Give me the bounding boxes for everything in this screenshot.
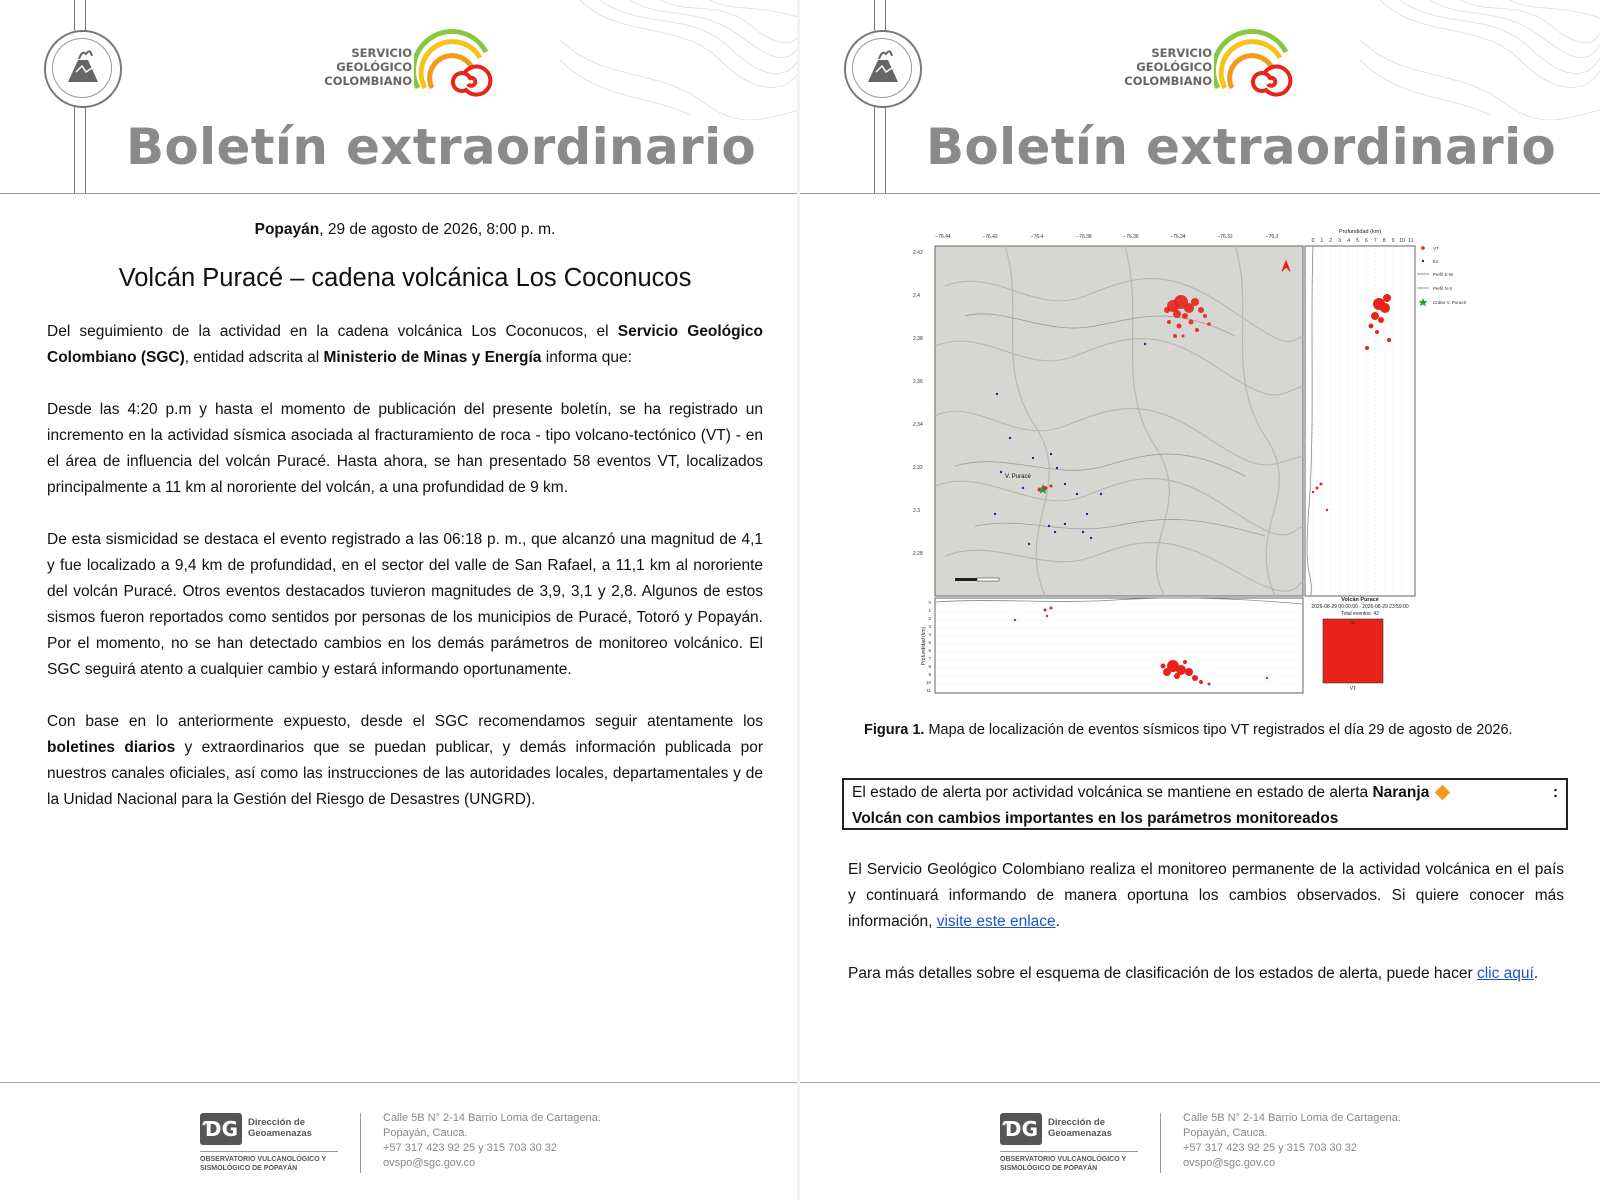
vt-event-marker [1163, 668, 1171, 676]
footer-email[interactable]: ovspo@sgc.gov.co [383, 1157, 476, 1169]
closing-body [848, 857, 1564, 1013]
vt-event-marker [1208, 683, 1211, 686]
alert-status-box [842, 778, 1568, 830]
inset-total: Total eventos: 42 [1341, 611, 1379, 617]
footer-contact [1183, 1111, 1401, 1171]
depth-axis-title: Profundidad (km) [1338, 229, 1382, 235]
document-title: Volcán Puracé – cadena volcánica Los Coconucos [118, 264, 692, 292]
latitude-tick-label: 2.28 [913, 551, 923, 557]
logo-text-line: Dirección de [248, 1117, 306, 1128]
vt-event-marker [1182, 313, 1188, 319]
ex-event-marker [1064, 523, 1066, 525]
depth-tick-label: 10 [925, 680, 931, 685]
volcano-emblem-icon [44, 30, 122, 108]
latitude-tick-label: 2.36 [913, 379, 923, 385]
footer-phone: +57 317 423 92 25 y 315 703 30 32 [383, 1142, 558, 1154]
longitude-tick-label: −76.36 [1123, 234, 1139, 240]
ex-event-marker [1028, 543, 1030, 545]
vt-event-marker [1046, 615, 1048, 617]
vt-event-marker [1380, 303, 1390, 313]
ex-event-marker [1076, 493, 1078, 495]
dg-logo-mark: ƊG [200, 1113, 242, 1145]
alert-description: Volcán con cambios importantes en los parámetros monitoreados [852, 810, 1339, 827]
ex-event-marker [1050, 453, 1052, 455]
vt-event-marker [1173, 310, 1181, 318]
vt-event-marker [1320, 483, 1323, 486]
sgc-rainbow-spiral-icon [1214, 28, 1294, 98]
depth-tick-label: 4 [1347, 238, 1350, 244]
vt-event-marker [1192, 675, 1198, 681]
text-span: . [1533, 965, 1539, 982]
vt-event-marker [1387, 338, 1391, 342]
vt-event-marker [1316, 487, 1319, 490]
orange-diamond-icon [1435, 785, 1451, 801]
legend-label: Perfil N-S [1433, 286, 1453, 291]
vt-event-marker [1167, 320, 1171, 324]
vt-event-marker [1383, 294, 1391, 302]
legend-marker [1418, 298, 1427, 306]
seismic-location-figure [905, 226, 1545, 706]
scale-bar [955, 578, 977, 581]
depth-tick-label: 6 [928, 648, 931, 653]
logo-text-line: GEOLÓGICO [1136, 60, 1212, 74]
depth-tick-label: 2 [928, 616, 931, 621]
depth-tick-label: 7 [928, 656, 931, 661]
vt-event-marker [1038, 489, 1041, 492]
page-footer [800, 1082, 1600, 1200]
page-footer [0, 1082, 800, 1200]
depth-tick-label: 0 [1311, 238, 1315, 244]
footer-divider [1160, 1113, 1161, 1173]
ex-event-marker [1082, 531, 1084, 533]
sgc-logo [1118, 28, 1298, 98]
ex-event-marker [1100, 493, 1102, 495]
vt-event-marker [1044, 609, 1047, 612]
depth-tick-label: 3 [1338, 238, 1342, 244]
paragraph-activity: Desde las 4:20 p.m y hasta el momento de publicación del presente boletín, se ha registrado un incremento en la actividad sísmica asociada al fracturamiento de roca - tipo volcano-tectónico (VT) - en el área de influencia del volcán Puracé. Hasta ahora, se han presentado 58 eventos VT, localizados principalmente a 11 km al nororiente del volcán, a una profundidad de 9 km. [47, 401, 763, 496]
text-span: Para más detalles sobre el esquema de clasificación de los estados de alerta, puede hacer [848, 965, 1477, 982]
alert-text: El estado de alerta por actividad volcánica se mantiene en estado de alerta [852, 784, 1373, 801]
bold-span: boletines diarios [47, 739, 176, 756]
date-city: Popayán [254, 221, 320, 238]
paragraph-recommendations [47, 709, 763, 813]
vt-event-marker [1164, 307, 1170, 313]
logo-text-line: OBSERVATORIO VULCANOLÓGICO Y [1000, 1156, 1127, 1163]
sgc-logo [318, 28, 498, 98]
text-span: Con base en lo anteriormente expuesto, desde el SGC recomendamos seguir atentamente los [47, 713, 763, 730]
paragraph-highlight-event: De esta sismicidad se destaca el evento registrado a las 06:18 p. m., que alcanzó una magnitud de 4,1 y fue localizado a 9,4 km de profundidad, en el sector del valle de San Rafael, a 11,1 km al nororiente del volcán Puracé. Otros eventos destacados tuvieron magnitudes de 3,9, 3,1 y 2,8. Algunos de estos sismos fueron reportados como sentidos por personas de los municipios de Puracé, Totoró y Popayán. Por el momento, no se han detectado cambios en los demás parámetros de monitoreo volcánico. El SGC seguirá atento a cualquier cambio y estará informando oportunamente. [47, 531, 763, 678]
legend-label: Cráter V. Puracé [1433, 300, 1467, 305]
latitude-tick-label: 2.34 [913, 422, 923, 428]
longitude-tick-label: −76.42 [982, 234, 998, 240]
text-span: , entidad adscrita al [184, 349, 324, 366]
inset-bar-vt [1323, 619, 1383, 683]
latitude-tick-label: 2.32 [913, 465, 923, 471]
vt-event-marker [1203, 314, 1207, 318]
vt-event-marker [1378, 317, 1384, 323]
ex-event-marker [994, 513, 996, 515]
volcano-label: V. Puracé [1005, 474, 1031, 480]
longitude-tick-label: −76.4 [1030, 234, 1044, 240]
footer-contact [383, 1111, 601, 1171]
text-span: y extraordinarios que se puedan publicar, y demás información publicada por nuestros canales oficiales, así como las instrucciones de las autoridades locales, departamentales y de la Unidad Nacional para la Gestión del Riesgo de Desastres (UNGRD). [47, 739, 763, 808]
depth-tick-label: 9 [928, 672, 931, 677]
legend-marker [1421, 246, 1425, 250]
depth-tick-label: 4 [928, 632, 931, 637]
vt-event-marker [1191, 298, 1199, 306]
scale-bar [977, 578, 999, 581]
page-header [0, 0, 800, 194]
depth-tick-label: 8 [928, 664, 931, 669]
vt-event-marker [1182, 335, 1185, 338]
inset-bar-value-label: 42 [1350, 620, 1356, 625]
geoamenazas-logo [200, 1113, 340, 1183]
vt-event-marker [1189, 320, 1194, 325]
logo-text-line: SERVICIO [351, 46, 412, 60]
vt-event-marker [1173, 334, 1177, 338]
dateline [47, 217, 763, 243]
vt-event-marker [1174, 673, 1180, 679]
logo-text-line: SISMOLÓGICO DE POPAYÁN [1000, 1165, 1098, 1172]
depth-tick-label: 9 [1391, 238, 1395, 244]
vt-event-marker [1014, 619, 1016, 621]
bold-span: Ministerio de Minas y Energía [323, 349, 542, 366]
alert-scheme-link[interactable]: clic aquí [1476, 965, 1534, 982]
bulletin-title: Boletín extraordinario [926, 118, 1557, 176]
ex-event-marker [1064, 483, 1066, 485]
relief-map-panel [935, 246, 1303, 596]
latitude-tick-label: 2.38 [913, 336, 923, 342]
depth-tick-label: 2 [1329, 238, 1333, 244]
alert-level: Naranja [1372, 784, 1430, 801]
vt-event-marker [1050, 485, 1053, 488]
longitude-tick-label: −76.44 [935, 234, 951, 240]
bulletin-body [47, 193, 763, 839]
ex-event-marker [1022, 487, 1024, 489]
depth-tick-label: 1 [928, 608, 931, 613]
longitude-tick-label: −76.3 [1265, 234, 1279, 240]
vt-event-marker [1185, 668, 1193, 676]
vt-event-marker [1207, 322, 1211, 326]
latitude-tick-label: 2.3 [913, 508, 920, 514]
page-header [800, 0, 1600, 194]
caption-label: Figura 1. [864, 722, 925, 738]
paragraph-alert-scheme [848, 961, 1564, 987]
depth-tick-label: 7 [1373, 238, 1377, 244]
footer-city: Popayán, Cauca. [383, 1127, 468, 1139]
inset-date-range: 2026-08-29 00:00:00 - 2026-08-29 23:59:00 [1311, 604, 1409, 610]
text-span: El Servicio Geológico Colombiano realiza el monitoreo permanente de la actividad volcánica en el país y continuará informando de manera oportuna los cambios observados. Si quiere conocer más información, [848, 861, 1564, 930]
logo-text-line: Geoamenazas [248, 1128, 312, 1139]
legend-label: VT [1433, 246, 1439, 251]
depth-tick-label: 10 [1399, 238, 1405, 244]
bold-span: Servicio Geológico Colombiano (SGC) [47, 323, 763, 366]
longitude-tick-label: −76.38 [1076, 234, 1092, 240]
dg-logo-mark: ƊG [1000, 1113, 1042, 1145]
footer-address: Calle 5B N° 2-14 Barrio Loma de Cartagena. [383, 1112, 601, 1124]
vt-event-marker [1161, 664, 1166, 669]
vt-event-marker [1177, 324, 1182, 329]
vt-event-marker [1195, 328, 1199, 332]
depth-tick-label: 6 [1365, 238, 1368, 244]
depth-tick-label: 8 [1382, 238, 1386, 244]
vt-event-marker [1375, 330, 1379, 334]
ex-event-marker [1144, 343, 1146, 345]
footer-divider [360, 1113, 361, 1173]
inset-category-label: VT [1349, 686, 1357, 692]
caption-text: Mapa de localización de eventos sísmicos tipo VT registrados el día 29 de agosto de 2026. [924, 722, 1513, 738]
vt-event-marker [1371, 312, 1379, 320]
depth-tick-label: 5 [1356, 238, 1359, 244]
ex-event-marker [1048, 525, 1050, 527]
depth-tick-label: 0 [928, 600, 931, 605]
vt-event-marker [1043, 486, 1047, 490]
depth-axis-label: Profundidad (km) [921, 626, 927, 666]
ex-event-marker [1000, 471, 1002, 473]
sgc-rainbow-spiral-icon [414, 28, 494, 98]
legend-marker [1422, 260, 1424, 262]
footer-city: Popayán, Cauca. [1183, 1127, 1268, 1139]
more-info-link[interactable]: visite este enlace [936, 913, 1056, 930]
logo-text-line: COLOMBIANO [1124, 74, 1212, 88]
date-text: , 29 de agosto de 2026, 8:00 p. m. [319, 221, 556, 238]
legend-label: Perfil E-W [1433, 272, 1454, 277]
logo-text-line: COLOMBIANO [324, 74, 412, 88]
longitude-tick-label: −76.32 [1217, 234, 1233, 240]
logo-text-line: OBSERVATORIO VULCANOLÓGICO Y [200, 1156, 327, 1163]
inset-title: Volcán Puracé [1341, 597, 1379, 603]
ex-event-marker [1009, 437, 1011, 439]
vt-event-marker [1198, 307, 1204, 313]
logo-text-line: SERVICIO [1151, 46, 1212, 60]
depth-longitude-panel [935, 598, 1303, 693]
geoamenazas-logo [1000, 1113, 1140, 1183]
alert-text-container [852, 780, 1462, 806]
volcano-emblem-icon [844, 30, 922, 108]
depth-latitude-panel [1305, 246, 1415, 596]
latitude-tick-label: 2.4 [913, 293, 920, 299]
logo-text-line: Dirección de [1048, 1117, 1106, 1128]
depth-tick-label: 11 [926, 688, 931, 693]
footer-phone: +57 317 423 92 25 y 315 703 30 32 [1183, 1142, 1358, 1154]
logo-text-line: Geoamenazas [1048, 1128, 1112, 1139]
latitude-tick-label: 2.42 [913, 250, 923, 256]
vt-event-marker [1369, 324, 1374, 329]
ex-event-marker [1056, 467, 1058, 469]
vt-event-marker [1365, 346, 1369, 350]
longitude-tick-label: −76.34 [1170, 234, 1186, 240]
ex-event-marker [996, 393, 998, 395]
depth-tick-label: 5 [928, 640, 931, 645]
logo-text-line: GEOLÓGICO [336, 60, 412, 74]
bulletin-title: Boletín extraordinario [126, 118, 757, 176]
ex-event-marker [1086, 513, 1088, 515]
ex-event-marker [1054, 531, 1056, 533]
depth-tick-label: 3 [928, 624, 931, 629]
topographic-pattern-decoration [560, 0, 800, 120]
vt-event-marker [1312, 491, 1314, 493]
depth-tick-label: 1 [1320, 238, 1324, 244]
text-span: . [1055, 913, 1060, 930]
paragraph-intro [47, 319, 763, 371]
vt-event-marker [1199, 680, 1203, 684]
topographic-pattern-decoration [1360, 0, 1600, 120]
vt-event-marker [1326, 509, 1328, 511]
paragraph-monitoring [848, 857, 1564, 935]
legend-label: Ex [1433, 259, 1439, 264]
vt-event-marker [1266, 677, 1268, 679]
ex-event-marker [1090, 537, 1092, 539]
logo-text-line: SISMOLÓGICO DE POPAYÁN [200, 1165, 298, 1172]
footer-email[interactable]: ovspo@sgc.gov.co [1183, 1157, 1276, 1169]
footer-address: Calle 5B N° 2-14 Barrio Loma de Cartagena. [1183, 1112, 1401, 1124]
vt-event-marker [1183, 660, 1187, 664]
text-span: Del seguimiento de la actividad en la cadena volcánica Los Coconucos, el [47, 323, 618, 340]
alert-colon: : [1552, 784, 1558, 801]
text-span: informa que: [541, 349, 632, 366]
ex-event-marker [1032, 457, 1034, 459]
depth-tick-label: 11 [1408, 238, 1414, 244]
vt-event-marker [1050, 607, 1053, 610]
figure-caption [864, 722, 1513, 738]
